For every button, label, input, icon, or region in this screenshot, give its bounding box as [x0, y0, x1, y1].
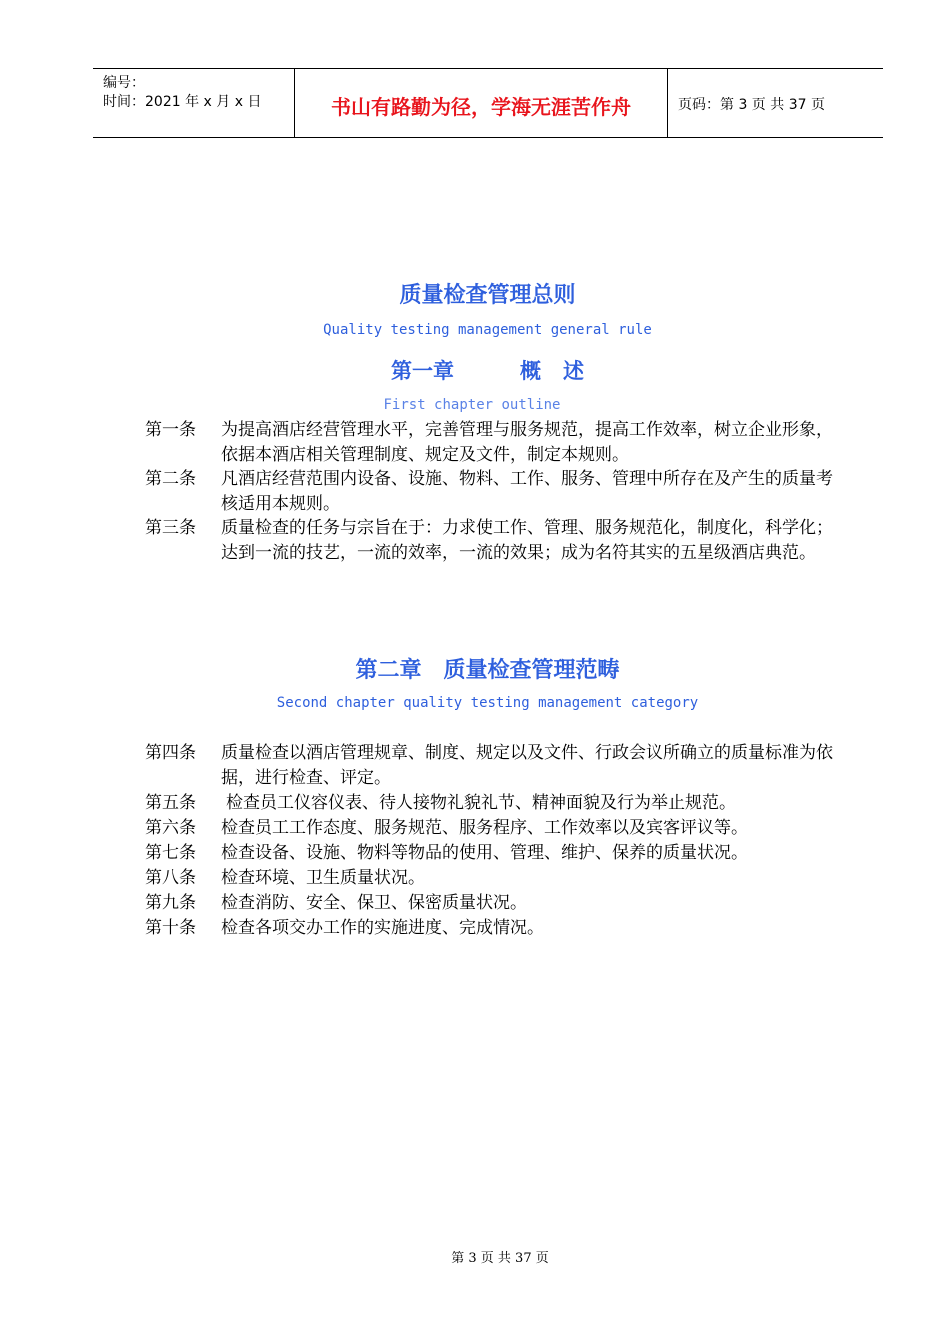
- article-text: 检查各项交办工作的实施进度、完成情况。: [221, 918, 544, 938]
- document-time-label: 时间：2021 年 x 月 x 日: [103, 94, 262, 110]
- header-page-number: 页码：第 3 页 共 37 页: [678, 97, 825, 113]
- article-text: 检查环境、卫生质量状况。: [221, 868, 425, 888]
- article-number: 第六条: [145, 818, 196, 838]
- article-4: [145, 741, 845, 791]
- chapter-1-name-a: 概: [520, 359, 541, 383]
- header-motto-cell: [295, 69, 668, 137]
- header-page-cell: [668, 69, 883, 137]
- header-motto: 书山有路勤为径，学海无涯苦作舟: [331, 95, 631, 119]
- article-number: 第四条: [145, 743, 196, 763]
- article-number: 第一条: [145, 420, 196, 440]
- chapter-2-heading-english: Second chapter quality testing management category: [276, 695, 699, 711]
- article-text: 检查员工工作态度、服务规范、服务程序、工作效率以及宾客评议等。: [221, 818, 748, 838]
- article-number: 第三条: [145, 518, 196, 538]
- article-text: 质量检查以酒店管理规章、制度、规定以及文件、行政会议所确立的质量标准为依据，进行检查、评定。: [221, 743, 833, 788]
- article-5: [145, 791, 845, 816]
- chapter-1-heading-english: First chapter outline: [383, 397, 561, 413]
- chapter-2-heading: [0, 653, 950, 684]
- article-text: 检查员工仪容仪表、待人接物礼貌礼节、精神面貌及行为举止规范。: [226, 793, 736, 813]
- article-text: 为提高酒店经营管理水平，完善管理与服务规范，提高工作效率，树立企业形象，依据本酒店相关管理制度、规定及文件，制定本规则。: [221, 420, 833, 465]
- article-9: [145, 891, 845, 916]
- chapter-1-name-b: 述: [563, 359, 584, 383]
- article-text: 凡酒店经营范围内设备、设施、物料、工作、服务、管理中所存在及产生的质量考核适用本规则。: [221, 469, 833, 514]
- article-7: [145, 841, 845, 866]
- article-8: [145, 866, 845, 891]
- article-2: [145, 467, 845, 517]
- article-number: 第八条: [145, 868, 196, 888]
- article-number: 第二条: [145, 469, 196, 489]
- chapter-1-label: 第一章: [391, 359, 454, 383]
- chapter-1-heading: [0, 355, 950, 385]
- article-6: [145, 816, 845, 841]
- document-title: 质量检查管理总则: [399, 283, 576, 308]
- article-1: [145, 418, 845, 468]
- article-number: 第十条: [145, 918, 196, 938]
- article-number: 第七条: [145, 843, 196, 863]
- article-text: 检查设备、设施、物料等物品的使用、管理、维护、保养的质量状况。: [221, 843, 748, 863]
- article-3: [145, 516, 845, 566]
- article-number: 第五条: [145, 793, 196, 813]
- article-text: 检查消防、安全、保卫、保密质量状况。: [221, 893, 527, 913]
- article-number: 第九条: [145, 893, 196, 913]
- document-title-english: Quality testing management general rule: [323, 322, 652, 338]
- chapter-2-name: 质量检查管理范畴: [443, 658, 620, 683]
- article-text: 质量检查的任务与宗旨在于：力求使工作、管理、服务规范化，制度化，科学化；达到一流的技艺，一流的效率，一流的效果；成为名符其实的五星级酒店典范。: [221, 518, 833, 563]
- chapter-2-label: 第二章: [355, 658, 422, 683]
- page-footer-number: 第 3 页 共 37 页: [451, 1251, 549, 1266]
- document-number-label: 编号：: [103, 75, 145, 91]
- page-header: [93, 68, 883, 138]
- header-info-cell: [93, 69, 295, 137]
- article-10: [145, 916, 845, 941]
